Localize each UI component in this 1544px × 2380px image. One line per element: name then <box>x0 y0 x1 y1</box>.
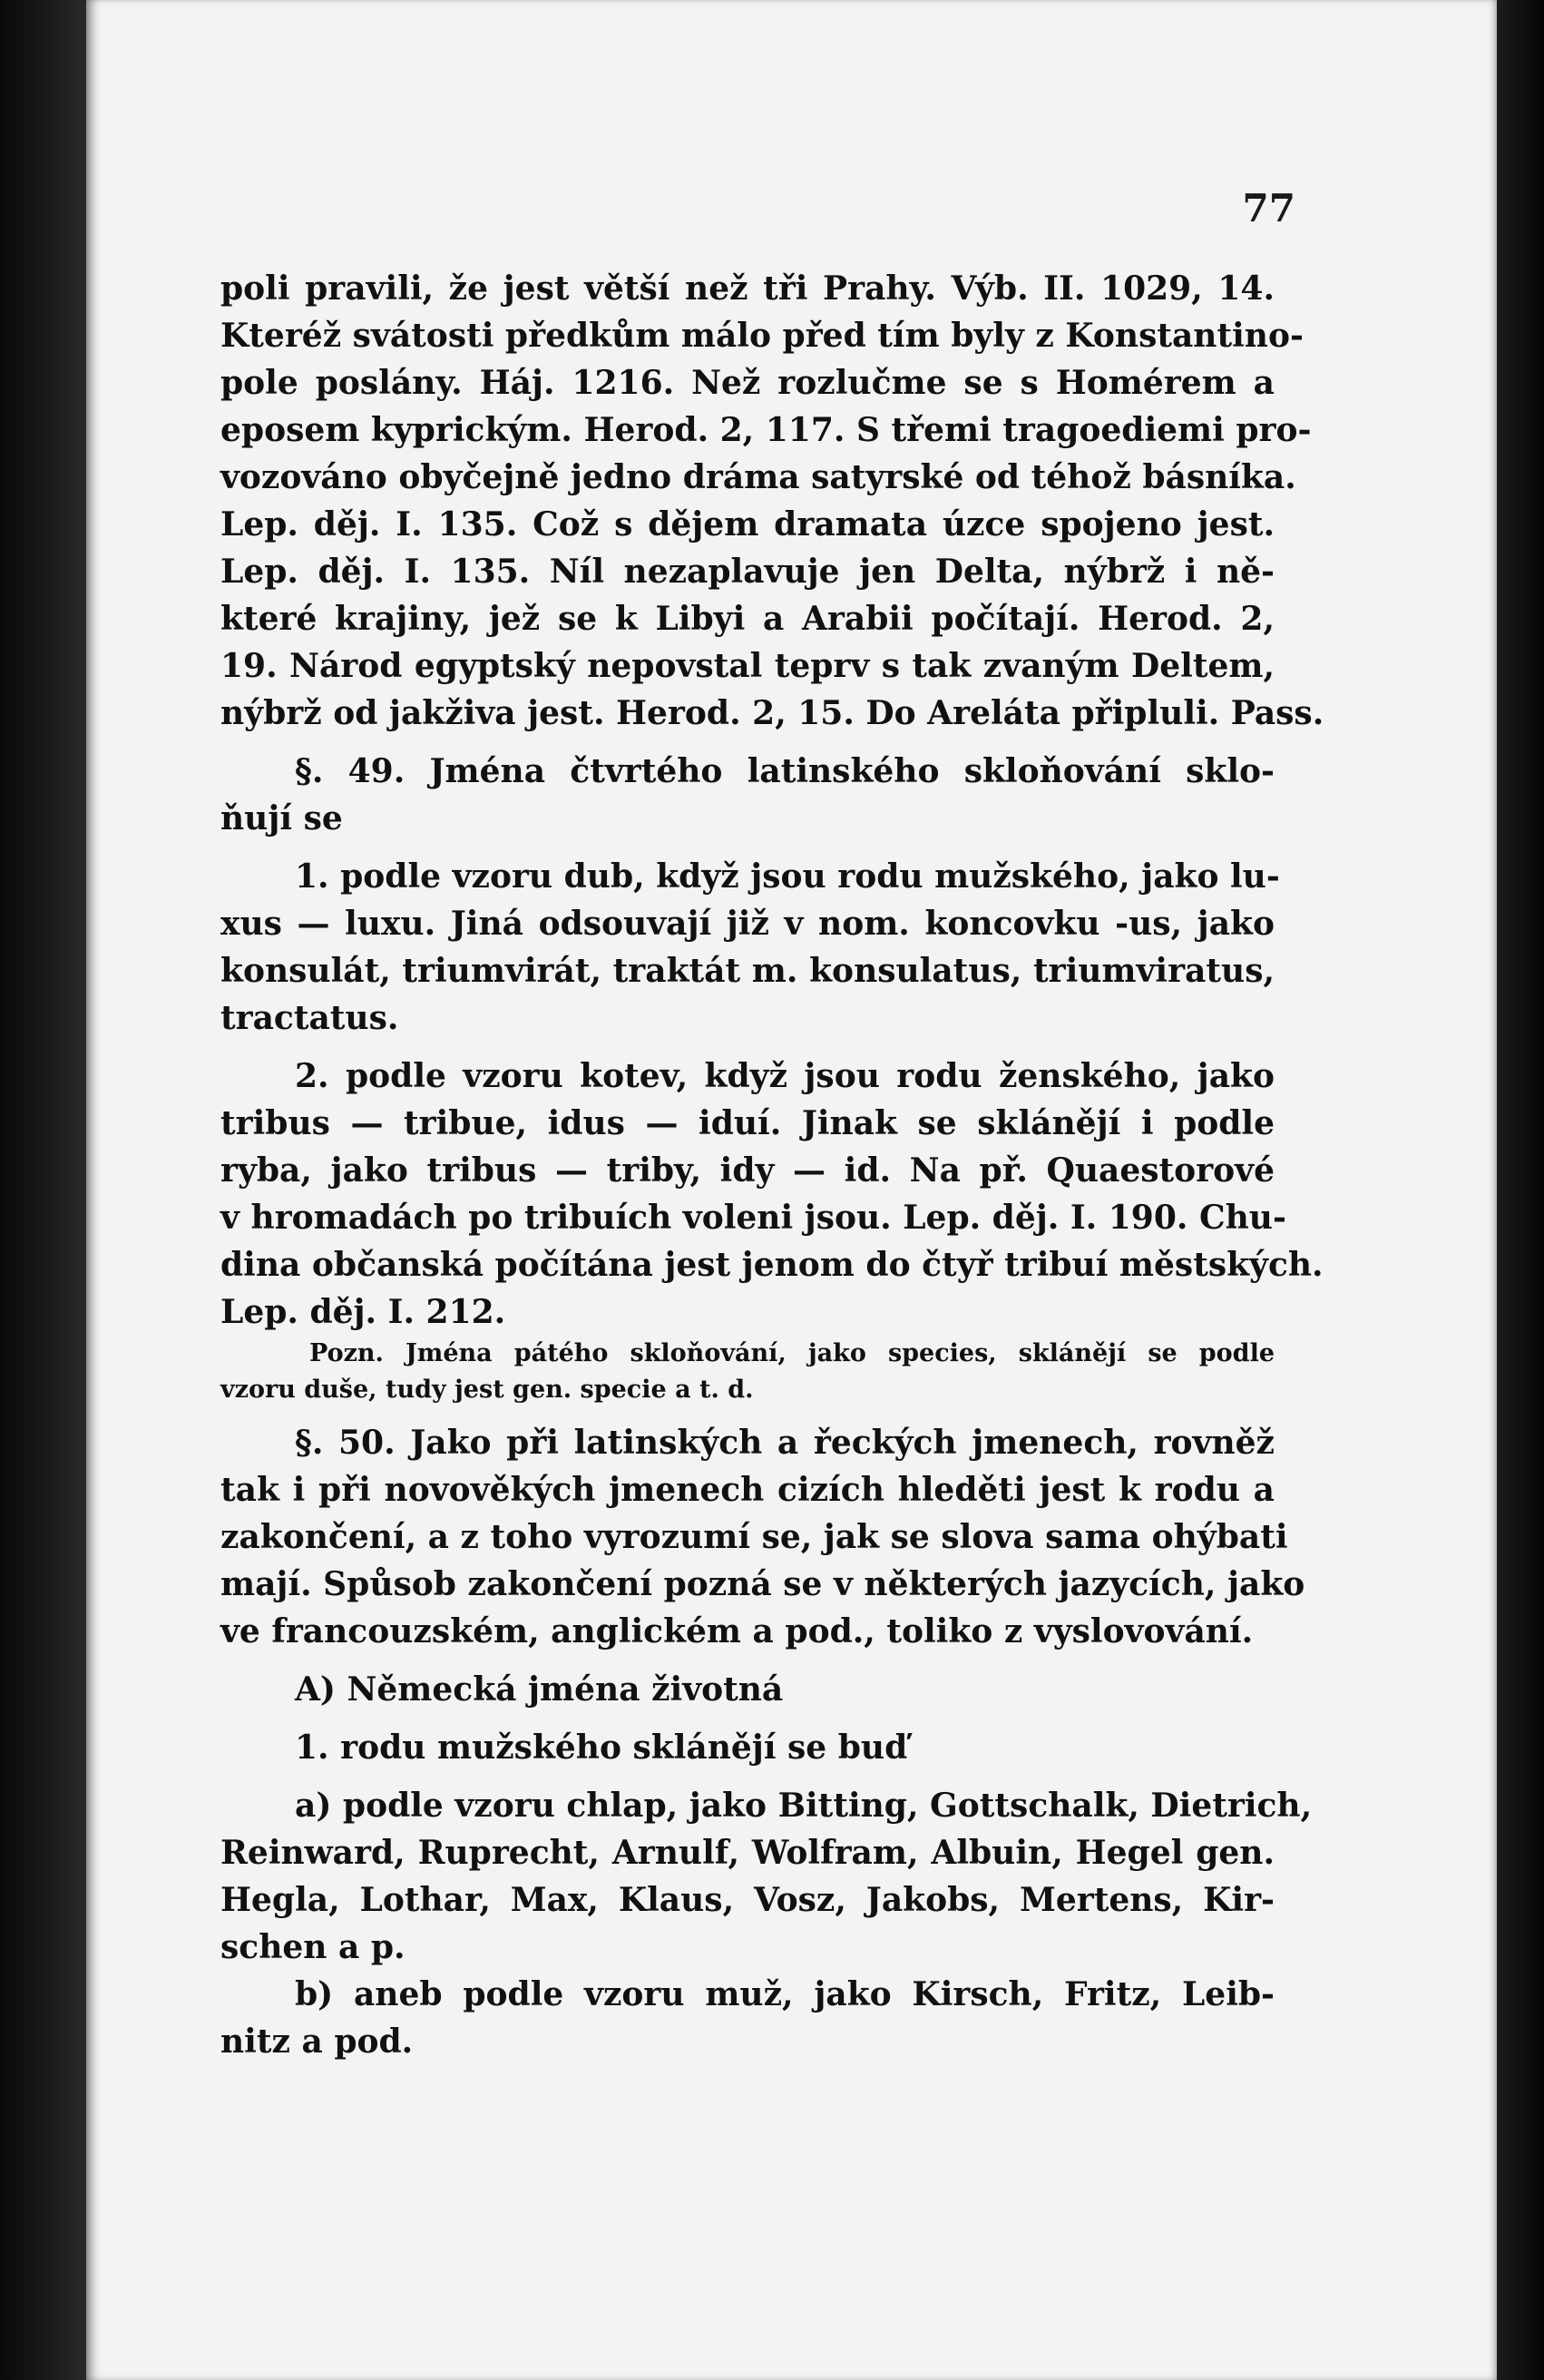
text-line: 19. Národ egyptský nepovstal teprv s tak zvaným Deltem, <box>220 647 1275 685</box>
text-line: dina občanská počítána jest jenom do čtyř tribuí městských. <box>220 1246 1324 1284</box>
scan-left-edge <box>0 0 86 2380</box>
text-line: a) podle vzoru chlap, jako Bitting, Gottschalk, Dietrich, <box>295 1787 1313 1825</box>
text-line: ve francouzském, anglickém a pod., toliko z vyslovování. <box>220 1612 1254 1650</box>
text-line: xus — luxu. Jiná odsouvají již v nom. koncovku -us, jako <box>220 905 1275 943</box>
text-line: ryba, jako tribus — triby, idy — id. Na př. Quaestorové <box>220 1151 1275 1190</box>
text-line: zakončení, a z toho vyrozumí se, jak se slova sama ohýbati <box>220 1518 1288 1556</box>
text-line: Lep. děj. I. 212. <box>220 1293 506 1331</box>
text-line: 2. podle vzoru kotev, když jsou rodu ženského, jako <box>295 1057 1275 1095</box>
text-line: nýbrž od jakživa jest. Herod. 2, 15. Do Areláta připluli. Pass. <box>220 694 1324 732</box>
text-line: Lep. děj. I. 135. Což s dějem dramata úzce spojeno jest. <box>220 505 1275 544</box>
section-heading-49: §. 49. Jména čtvrtého latinského skloňování sklo- <box>295 752 1275 790</box>
text-line: Lep. děj. I. 135. Níl nezaplavuje jen Delta, nýbrž i ně- <box>220 553 1275 591</box>
text-line: Reinward, Ruprecht, Arnulf, Wolfram, Albuin, Hegel gen. <box>220 1834 1275 1872</box>
section-heading-50: §. 50. Jako při latinských a řeckých jmenech, rovněž <box>295 1424 1275 1462</box>
text-line: schen a p. <box>220 1928 406 1966</box>
scan-right-edge <box>1497 0 1544 2380</box>
page-body <box>220 265 1324 2065</box>
subheading: A) Německá jména životná <box>295 1670 784 1709</box>
text-line: mají. Spůsob zakončení pozná se v některých jazycích, jako <box>220 1565 1305 1603</box>
text-line: konsulát, triumvirát, traktát m. konsulatus, triumviratus, <box>220 952 1275 990</box>
footnote-line: Pozn. Jména pátého skloňování, jako species, sklánějí se podle <box>309 1339 1275 1367</box>
text-line: ňují se <box>220 799 343 837</box>
text-line: v hromadách po tribuích voleni jsou. Lep. děj. I. 190. Chu- <box>220 1199 1286 1237</box>
text-line: tribus — tribue, idus — iduí. Jinak se sklánějí i podle <box>220 1104 1275 1142</box>
text-line: tak i při novověkých jmenech cizích hleděti jest k rodu a <box>220 1471 1275 1509</box>
text-line: eposem kyprickým. Herod. 2, 117. S třemi tragoediemi pro- <box>220 411 1312 449</box>
page-number: 77 <box>1242 186 1295 230</box>
text-line: 1. rodu mužského sklánějí se buď <box>295 1729 908 1767</box>
text-line: b) aneb podle vzoru muž, jako Kirsch, Fritz, Leib- <box>295 1975 1275 2013</box>
text-line: vozováno obyčejně jedno dráma satyrské od téhož básníka. <box>220 458 1296 496</box>
text-line: Kteréž svátosti předkům málo před tím byly z Konstantino- <box>220 317 1304 355</box>
text-line: tractatus. <box>220 999 399 1037</box>
text-line: 1. podle vzoru dub, když jsou rodu mužského, jako lu- <box>295 857 1280 896</box>
text-line: Hegla, Lothar, Max, Klaus, Vosz, Jakobs, Mertens, Kir- <box>220 1881 1275 1919</box>
text-line: které krajiny, jež se k Libyi a Arabii počítají. Herod. 2, <box>220 600 1275 638</box>
text-line: pole poslány. Háj. 1216. Než rozlučme se s Homérem a <box>220 364 1275 402</box>
footnote-line: vzoru duše, tudy jest gen. specie a t. d. <box>220 1376 754 1404</box>
text-line: nitz a pod. <box>220 2023 414 2061</box>
text-line: poli pravili, že jest větší než tři Prahy. Výb. II. 1029, 14. <box>220 269 1275 308</box>
